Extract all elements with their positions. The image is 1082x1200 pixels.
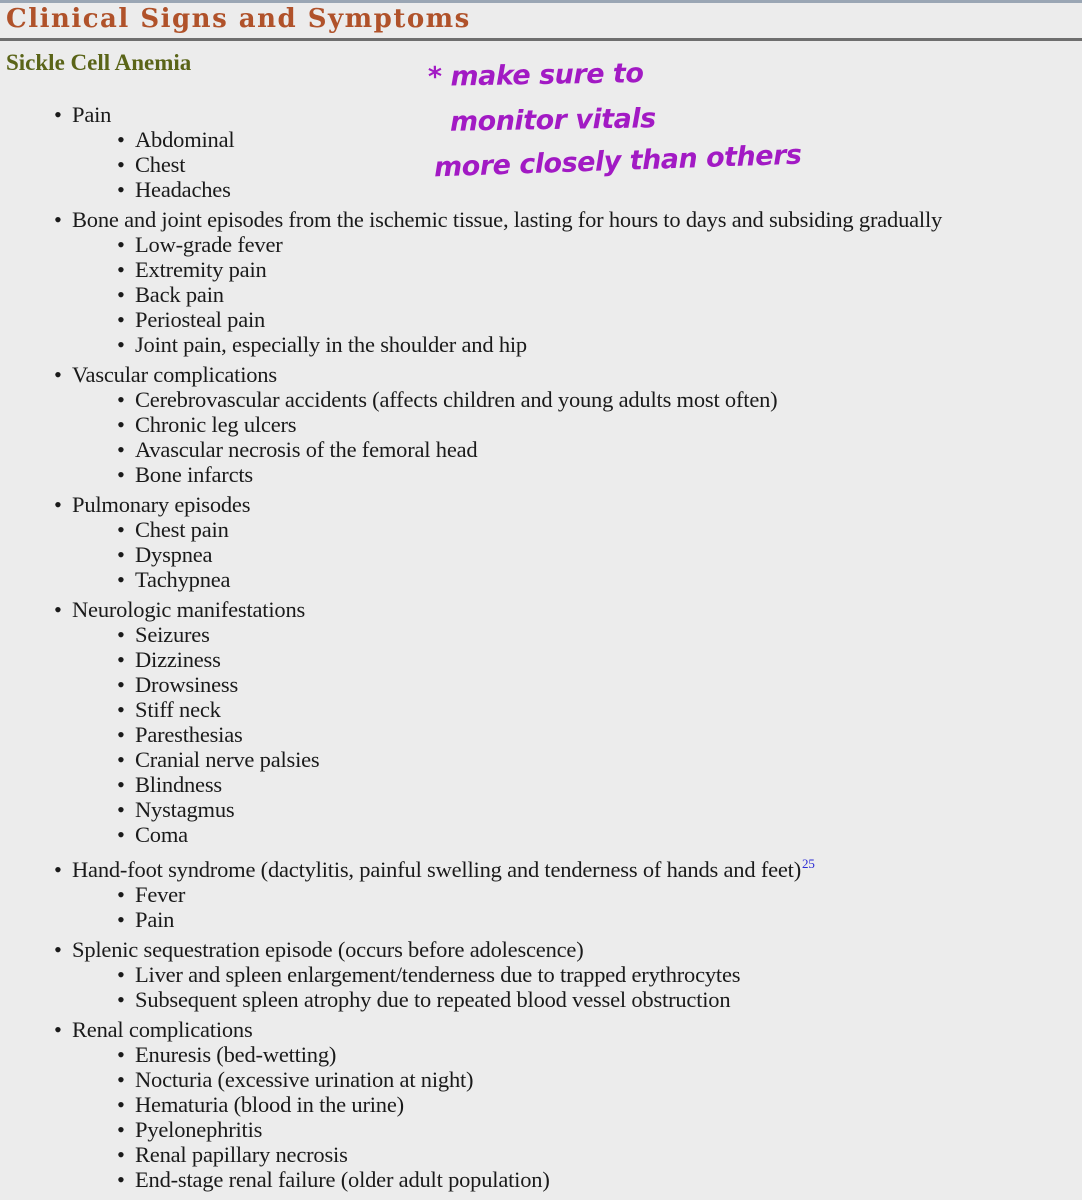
list-item-label: • Bone and joint episodes from the ischemic tissue, lasting for hours to days and subsiding gradually [0,207,1082,232]
list-item-splenic [0,937,1082,1012]
sub-list [0,127,1082,202]
handwritten-note-line-3: more closely than others [433,139,802,184]
sub-list-item: • Drowsiness [0,672,1082,697]
sub-list-item: • Nystagmus [0,797,1082,822]
sub-list-item: • Tachypnea [0,567,1082,592]
list-item-neurologic [0,597,1082,847]
sub-list-item: • Pain [0,907,1082,932]
sub-list-item: • Stiff neck [0,697,1082,722]
list-item-label: • Hand-foot syndrome (dactylitis, painful swelling and tenderness of hands and feet)$^{25}$ [0,857,1082,882]
sub-list [0,1042,1082,1192]
symptoms-list [0,102,1082,1192]
sub-list-item: • Chronic leg ulcers [0,412,1082,437]
list-item-renal [0,1017,1082,1192]
sub-list [0,517,1082,592]
sub-list-item: • Dizziness [0,647,1082,672]
sub-list-item: • Headaches [0,177,1082,202]
list-item-label: • Neurologic manifestations [0,597,1082,622]
sub-list-item: • Abdominal [0,127,1082,152]
list-item-vascular [0,362,1082,487]
reference-link[interactable]: 25 [802,856,815,871]
sub-list-item: • Avascular necrosis of the femoral head [0,437,1082,462]
top-border [0,0,1082,3]
sub-list-item: • Pyelonephritis [0,1117,1082,1142]
subtitle: Sickle Cell Anemia [6,50,192,75]
sub-list-item: • Chest pain [0,517,1082,542]
spacer [0,847,1082,857]
list-item-pain [0,102,1082,202]
sub-list-item: • Blindness [0,772,1082,797]
sub-list-item: • Joint pain, especially in the shoulder and hip [0,332,1082,357]
title-divider [0,38,1082,41]
handwritten-note-line-2: monitor vitals [449,103,656,138]
sub-list-item: • Fever [0,882,1082,907]
list-item-label: • Renal complications [0,1017,1082,1042]
sub-list-item: • Paresthesias [0,722,1082,747]
sub-list [0,232,1082,357]
sub-list-item: • Bone infarcts [0,462,1082,487]
sub-list-item: • End-stage renal failure (older adult population) [0,1167,1082,1192]
sub-list-item: • Cerebrovascular accidents (affects children and young adults most often) [0,387,1082,412]
sub-list [0,622,1082,847]
list-item-label: • Pain [0,102,1082,127]
list-item-label: • Vascular complications [0,362,1082,387]
handwritten-note-line-1: * make sure to [427,58,644,93]
section-title: Clinical Signs and Symptoms [6,4,471,34]
sub-list-item: • Low-grade fever [0,232,1082,257]
sub-list-item: • Subsequent spleen atrophy due to repeated blood vessel obstruction [0,987,1082,1012]
sub-list-item: • Seizures [0,622,1082,647]
list-item-label: • Splenic sequestration episode (occurs before adolescence) [0,937,1082,962]
sub-list-item: • Nocturia (excessive urination at night) [0,1067,1082,1092]
sub-list [0,962,1082,1012]
sub-list-item: • Cranial nerve palsies [0,747,1082,772]
sub-list-item: • Enuresis (bed-wetting) [0,1042,1082,1067]
sub-list-item: • Liver and spleen enlargement/tenderness due to trapped erythrocytes [0,962,1082,987]
sub-list-item: • Back pain [0,282,1082,307]
sub-list-item: • Chest [0,152,1082,177]
sub-list-item: • Dyspnea [0,542,1082,567]
list-item-pulmonary [0,492,1082,592]
sub-list-item: • Renal papillary necrosis [0,1142,1082,1167]
sub-list [0,387,1082,487]
list-item-label: • Pulmonary episodes [0,492,1082,517]
list-item-bone-joint [0,207,1082,357]
sub-list-item: • Hematuria (blood in the urine) [0,1092,1082,1117]
list-item-hand-foot [0,857,1082,932]
sub-list-item: • Periosteal pain [0,307,1082,332]
sub-list-item: • Coma [0,822,1082,847]
sub-list-item: • Extremity pain [0,257,1082,282]
sub-list [0,882,1082,932]
